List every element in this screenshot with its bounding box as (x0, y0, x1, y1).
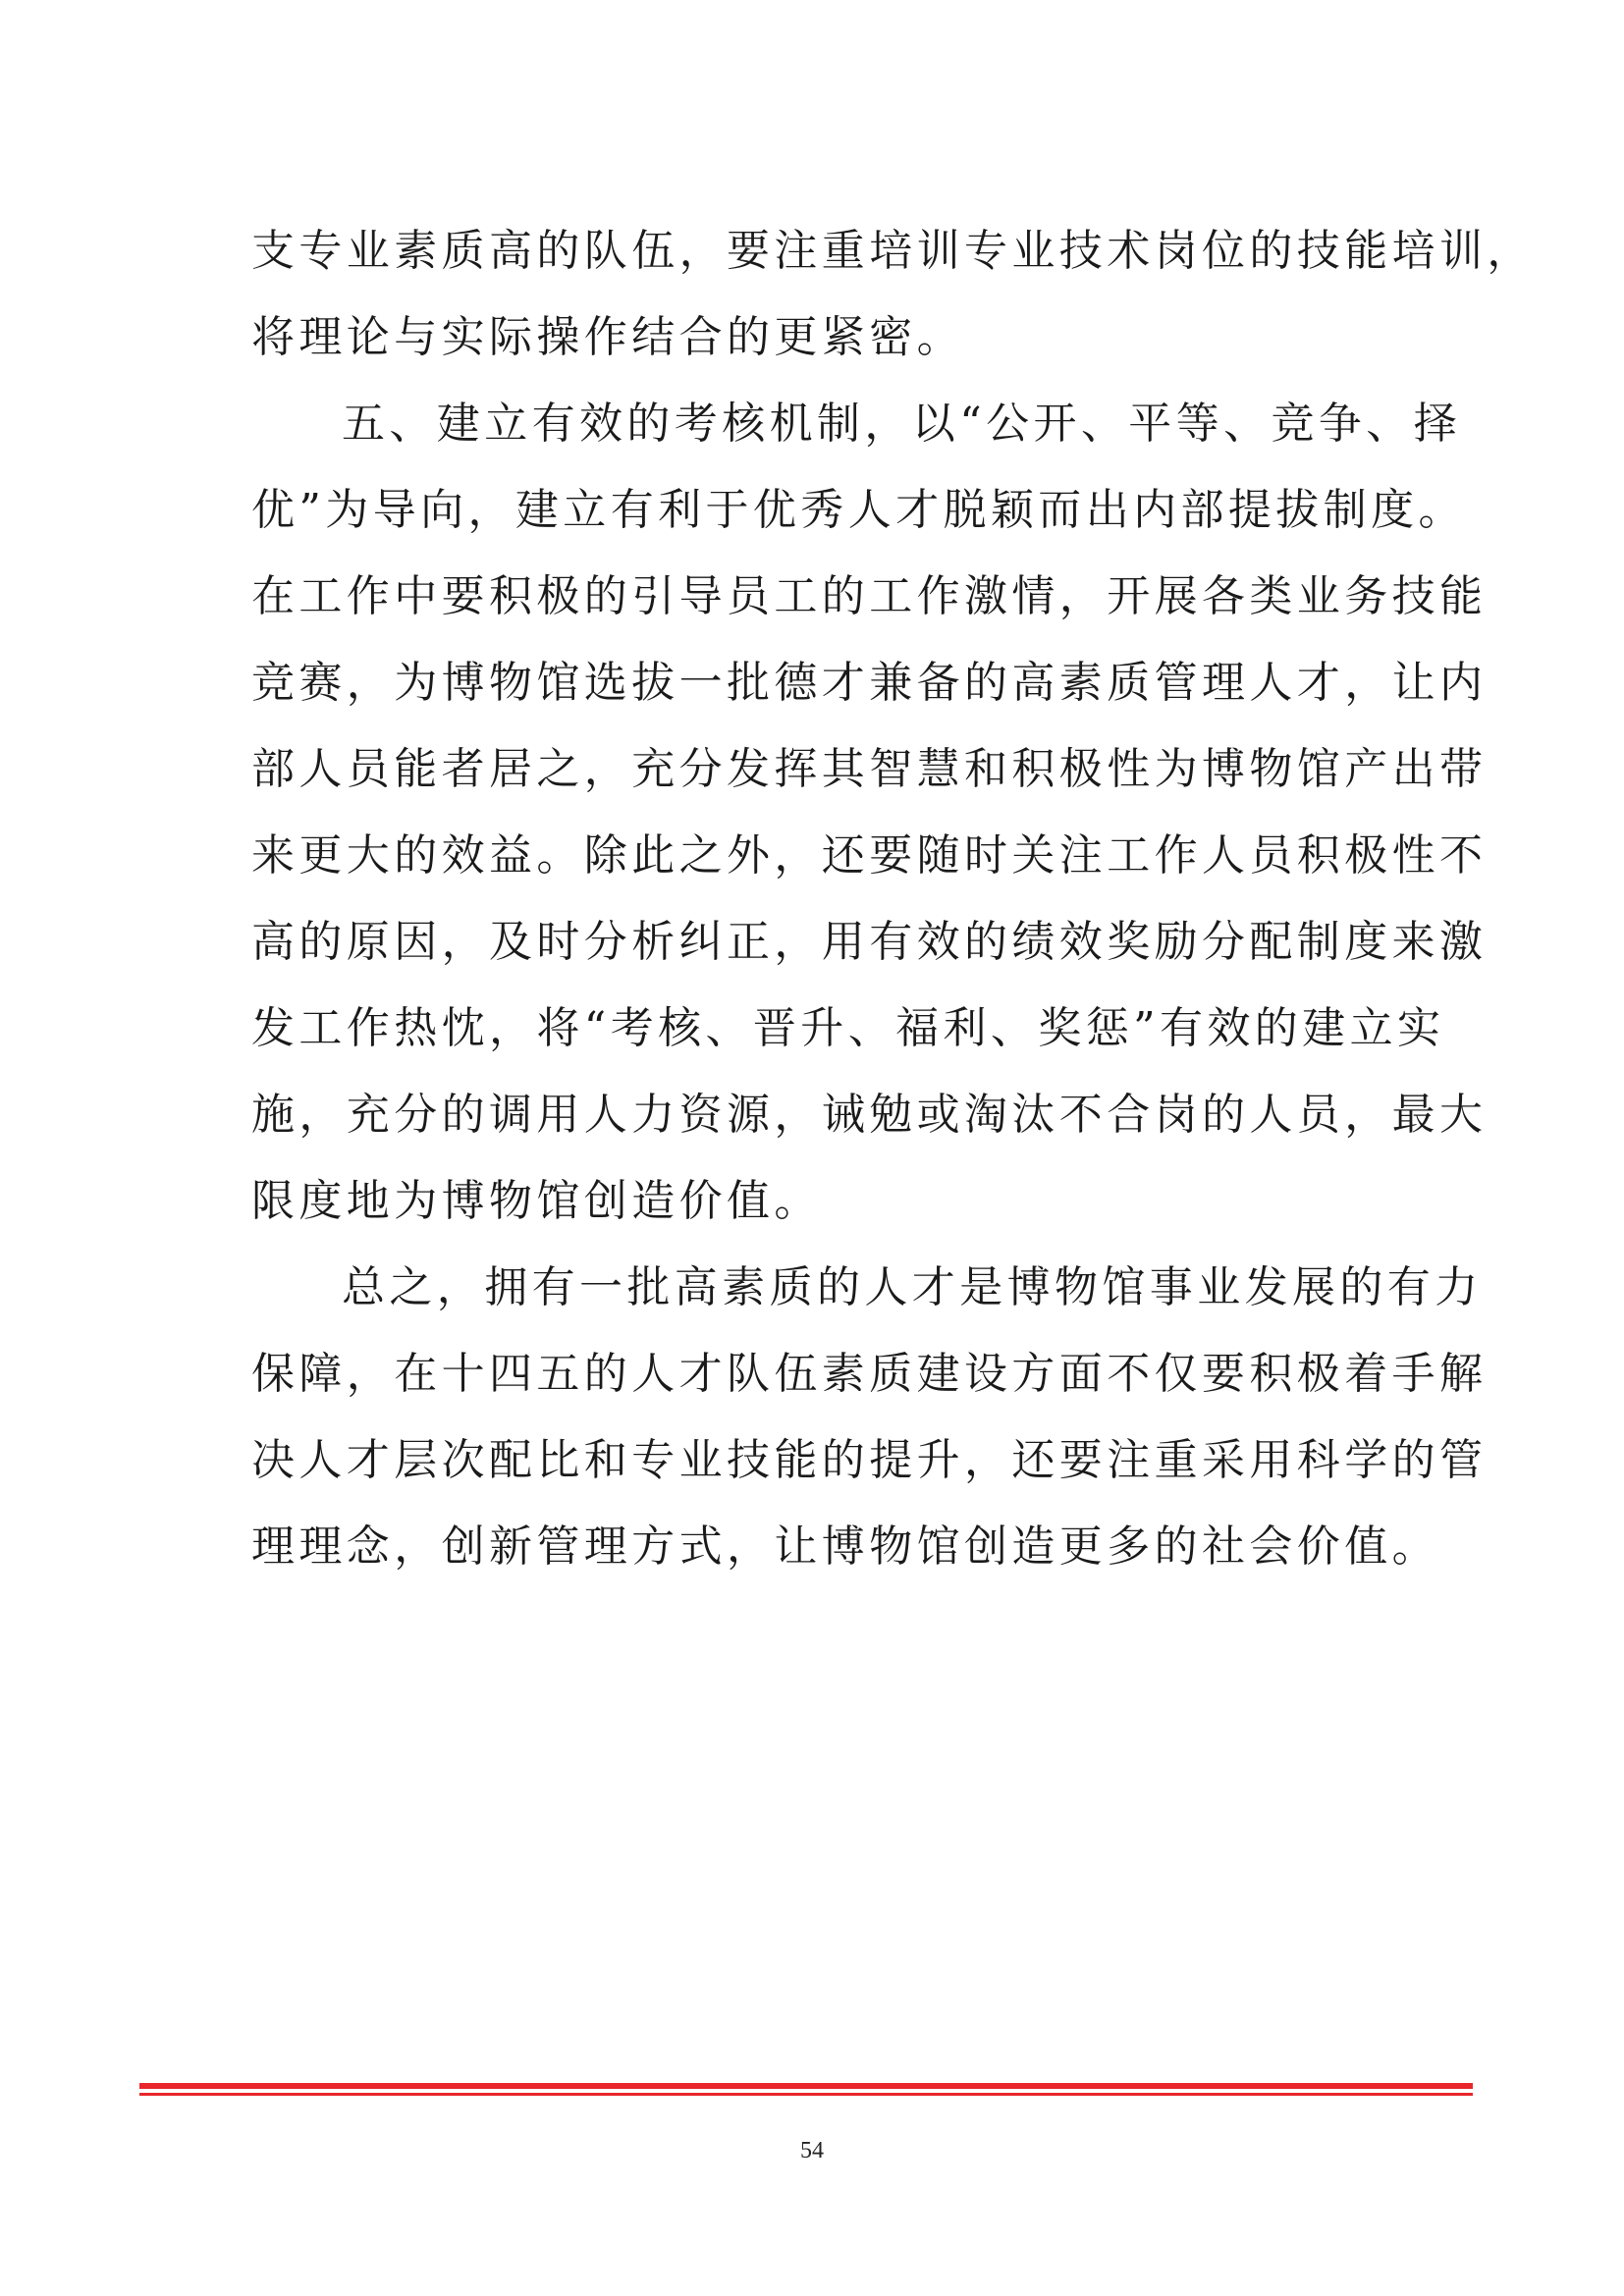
footer-rule-thick (139, 2083, 1473, 2089)
paragraph-start-line: 五、建立有效的考核机制，以“公开、平等、竞争、择 (342, 399, 1462, 449)
text-line: 施，充分的调用人力资源，诫勉或淘汰不合岗的人员，最大 (251, 1090, 1488, 1140)
text-line: 高的原因，及时分析纠正，用有效的绩效奖励分配制度来激 (251, 917, 1488, 967)
text-line: 理理念，创新管理方式，让博物馆创造更多的社会价值。 (251, 1522, 1439, 1572)
footer-rule-thin (139, 2093, 1473, 2096)
text-line: 保障，在十四五的人才队伍素质建设方面不仅要积极着手解 (251, 1349, 1488, 1399)
text-line: 支专业素质高的队伍，要注重培训专业技术岗位的技能培训， (251, 226, 1535, 276)
paragraph-start-line: 总之，拥有一批高素质的人才是博物馆事业发展的有力 (342, 1262, 1483, 1312)
body-text (251, 208, 1535, 1590)
text-line: 发工作热忱，将“考核、晋升、福利、奖惩”有效的建立实 (251, 1003, 1445, 1053)
text-line: 限度地为博物馆创造价值。 (251, 1176, 822, 1226)
text-line: 在工作中要积极的引导员工的工作激情，开展各类业务技能 (251, 571, 1488, 621)
text-line: 决人才层次配比和专业技能的提升，还要注重采用科学的管 (251, 1435, 1488, 1485)
page-number: 54 (800, 2138, 824, 2163)
text-line: 部人员能者居之，充分发挥其智慧和积极性为博物馆产出带 (251, 744, 1488, 794)
text-line: 来更大的效益。除此之外，还要随时关注工作人员积极性不 (251, 830, 1488, 881)
text-line: 优”为导向，建立有利于优秀人才脱颖而出内部提拔制度。 (251, 485, 1466, 535)
text-line: 竞赛，为博物馆选拔一批德才兼备的高素质管理人才，让内 (251, 658, 1488, 708)
text-line: 将理论与实际操作结合的更紧密。 (251, 312, 964, 362)
